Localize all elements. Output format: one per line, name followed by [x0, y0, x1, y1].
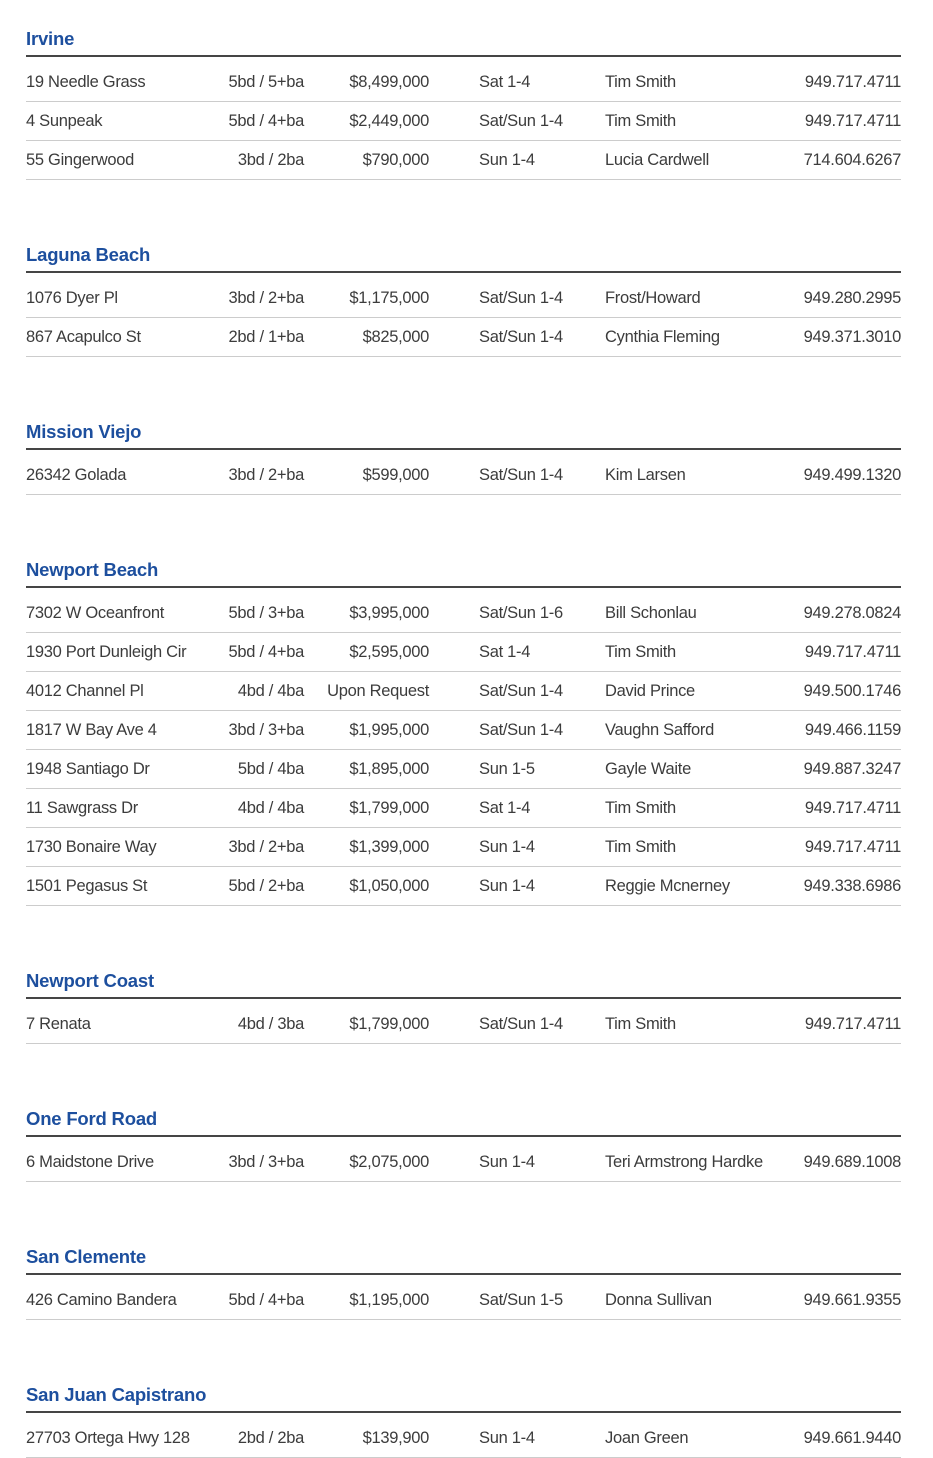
- listing-address: 26342 Golada: [26, 465, 127, 484]
- listing-address: 11 Sawgrass Dr: [26, 798, 138, 817]
- city-section-rows: [26, 1281, 901, 1320]
- listing-bed-bath: 3bd / 3+ba: [228, 720, 304, 739]
- city-section: [26, 559, 901, 906]
- listing-row: [26, 711, 901, 750]
- listing-phone: 949.689.1008: [803, 1152, 901, 1171]
- listing-price: $8,499,000: [349, 72, 429, 91]
- listing-agent: Reggie Mcnerney: [605, 876, 730, 895]
- city-section: [26, 970, 901, 1044]
- listing-agent: Tim Smith: [605, 837, 676, 856]
- listing-agent: Tim Smith: [605, 642, 676, 661]
- listing-phone: 949.661.9355: [803, 1290, 901, 1309]
- listing-price: Upon Request: [327, 681, 429, 700]
- listing-row: [26, 1005, 901, 1044]
- listing-address: 1076 Dyer Pl: [26, 288, 118, 307]
- listing-bed-bath: 3bd / 2+ba: [228, 837, 304, 856]
- listing-bed-bath: 5bd / 5+ba: [228, 72, 304, 91]
- listing-row: [26, 672, 901, 711]
- city-section-title: Newport Beach: [26, 559, 901, 588]
- listing-address: 7302 W Oceanfront: [26, 603, 164, 622]
- listing-bed-bath: 5bd / 4+ba: [228, 1290, 304, 1309]
- listing-phone: 949.717.4711: [804, 642, 901, 661]
- listing-price: $825,000: [362, 327, 429, 346]
- city-section-title: Newport Coast: [26, 970, 901, 999]
- city-section-rows: [26, 279, 901, 357]
- listing-open-house-time: Sun 1-4: [479, 150, 535, 169]
- listing-price: $1,175,000: [349, 288, 429, 307]
- listing-price: $2,449,000: [349, 111, 429, 130]
- listing-phone: 949.499.1320: [803, 465, 901, 484]
- listing-phone: 949.717.4711: [804, 1014, 901, 1033]
- listing-bed-bath: 5bd / 2+ba: [228, 876, 304, 895]
- listing-bed-bath: 5bd / 3+ba: [228, 603, 304, 622]
- listing-open-house-time: Sat/Sun 1-4: [479, 111, 563, 130]
- city-section: [26, 1246, 901, 1320]
- listing-open-house-time: Sat/Sun 1-4: [479, 465, 563, 484]
- listing-price: $3,995,000: [349, 603, 429, 622]
- listing-row: [26, 1281, 901, 1320]
- listing-price: $599,000: [362, 465, 429, 484]
- listing-row: [26, 633, 901, 672]
- listing-bed-bath: 4bd / 4ba: [237, 681, 304, 700]
- listing-open-house-time: Sat/Sun 1-5: [479, 1290, 563, 1309]
- listing-price: $790,000: [362, 150, 429, 169]
- listing-address: 1930 Port Dunleigh Cir: [26, 642, 187, 661]
- listing-bed-bath: 2bd / 2ba: [237, 1428, 304, 1447]
- listing-address: 6 Maidstone Drive: [26, 1152, 154, 1171]
- listing-agent: Kim Larsen: [605, 465, 686, 484]
- city-section-rows: [26, 63, 901, 180]
- listing-price: $1,399,000: [349, 837, 429, 856]
- listing-row: [26, 318, 901, 357]
- listing-phone: 949.278.0824: [803, 603, 901, 622]
- listing-agent: Frost/Howard: [605, 288, 701, 307]
- listing-address: 27703 Ortega Hwy 128: [26, 1428, 190, 1447]
- listing-phone: 949.466.1159: [804, 720, 901, 739]
- listing-agent: Tim Smith: [605, 72, 676, 91]
- listing-row: [26, 828, 901, 867]
- listing-price: $2,595,000: [349, 642, 429, 661]
- listing-phone: 949.717.4711: [804, 72, 901, 91]
- listing-price: $139,900: [362, 1428, 429, 1447]
- city-section-title: Laguna Beach: [26, 244, 901, 273]
- listing-address: 867 Acapulco St: [26, 327, 141, 346]
- listing-phone: 714.604.6267: [803, 150, 901, 169]
- listing-open-house-time: Sun 1-4: [479, 876, 535, 895]
- listing-phone: 949.717.4711: [804, 111, 901, 130]
- listing-row: [26, 594, 901, 633]
- city-section-rows: [26, 456, 901, 495]
- listing-address: 19 Needle Grass: [26, 72, 146, 91]
- listing-address: 4 Sunpeak: [26, 111, 103, 130]
- listing-price: $1,799,000: [349, 798, 429, 817]
- listing-row: [26, 867, 901, 906]
- listing-bed-bath: 2bd / 1+ba: [228, 327, 304, 346]
- listing-row: [26, 750, 901, 789]
- listing-agent: Tim Smith: [605, 1014, 676, 1033]
- listing-agent: David Prince: [605, 681, 695, 700]
- listing-phone: 949.371.3010: [803, 327, 901, 346]
- city-section: [26, 244, 901, 357]
- listing-address: 1730 Bonaire Way: [26, 837, 157, 856]
- listing-row: [26, 1419, 901, 1458]
- listing-open-house-time: Sun 1-4: [479, 1428, 535, 1447]
- listing-price: $1,050,000: [349, 876, 429, 895]
- listing-bed-bath: 4bd / 4ba: [237, 798, 304, 817]
- listing-row: [26, 141, 901, 180]
- city-section-title: San Juan Capistrano: [26, 1384, 901, 1413]
- listing-agent: Donna Sullivan: [605, 1290, 712, 1309]
- listing-open-house-time: Sun 1-4: [479, 837, 535, 856]
- listing-open-house-time: Sat/Sun 1-4: [479, 681, 563, 700]
- listing-row: [26, 63, 901, 102]
- city-section: [26, 28, 901, 180]
- city-section-title: One Ford Road: [26, 1108, 901, 1137]
- listing-agent: Teri Armstrong Hardke: [605, 1152, 763, 1171]
- city-section: [26, 421, 901, 495]
- listing-bed-bath: 4bd / 3ba: [237, 1014, 304, 1033]
- listing-phone: 949.500.1746: [803, 681, 901, 700]
- listing-open-house-time: Sat/Sun 1-4: [479, 327, 563, 346]
- listing-agent: Joan Green: [605, 1428, 689, 1447]
- listing-address: 7 Renata: [26, 1014, 91, 1033]
- listing-price: $1,895,000: [349, 759, 429, 778]
- listing-price: $2,075,000: [349, 1152, 429, 1171]
- listing-phone: 949.338.6986: [803, 876, 901, 895]
- listing-open-house-time: Sat/Sun 1-6: [479, 603, 563, 622]
- city-section-rows: [26, 1143, 901, 1182]
- listing-agent: Gayle Waite: [605, 759, 691, 778]
- city-section-title: San Clemente: [26, 1246, 901, 1275]
- listing-price: $1,995,000: [349, 720, 429, 739]
- listing-phone: 949.661.9440: [803, 1428, 901, 1447]
- listing-open-house-time: Sat 1-4: [479, 72, 531, 91]
- listing-row: [26, 279, 901, 318]
- city-section: [26, 1108, 901, 1182]
- listing-agent: Bill Schonlau: [605, 603, 697, 622]
- listing-phone: 949.717.4711: [804, 837, 901, 856]
- listing-price: $1,799,000: [349, 1014, 429, 1033]
- listing-open-house-time: Sat 1-4: [479, 798, 531, 817]
- listing-agent: Tim Smith: [605, 798, 676, 817]
- city-section-rows: [26, 1005, 901, 1044]
- city-section-rows: [26, 1419, 901, 1458]
- listing-address: 1948 Santiago Dr: [26, 759, 150, 778]
- listing-open-house-time: Sat/Sun 1-4: [479, 1014, 563, 1033]
- listing-agent: Lucia Cardwell: [605, 150, 710, 169]
- listing-bed-bath: 3bd / 3+ba: [228, 1152, 304, 1171]
- listing-price: $1,195,000: [349, 1290, 429, 1309]
- listing-bed-bath: 5bd / 4+ba: [228, 642, 304, 661]
- listing-address: 1501 Pegasus St: [26, 876, 148, 895]
- listing-address: 55 Gingerwood: [26, 150, 135, 169]
- listing-agent: Tim Smith: [605, 111, 676, 130]
- listing-open-house-time: Sun 1-5: [479, 759, 535, 778]
- listing-bed-bath: 3bd / 2+ba: [228, 465, 304, 484]
- listing-bed-bath: 5bd / 4+ba: [228, 111, 304, 130]
- listing-open-house-time: Sun 1-4: [479, 1152, 535, 1171]
- city-section-title: Mission Viejo: [26, 421, 901, 450]
- listing-open-house-time: Sat/Sun 1-4: [479, 720, 563, 739]
- listing-bed-bath: 5bd / 4ba: [237, 759, 304, 778]
- listing-row: [26, 1143, 901, 1182]
- listing-address: 426 Camino Bandera: [26, 1290, 177, 1309]
- listing-open-house-time: Sat 1-4: [479, 642, 531, 661]
- city-section-title: Irvine: [26, 28, 901, 57]
- listing-open-house-time: Sat/Sun 1-4: [479, 288, 563, 307]
- listing-phone: 949.717.4711: [804, 798, 901, 817]
- listing-phone: 949.280.2995: [803, 288, 901, 307]
- listing-address: 4012 Channel Pl: [26, 681, 144, 700]
- listing-phone: 949.887.3247: [803, 759, 901, 778]
- listing-address: 1817 W Bay Ave 4: [26, 720, 157, 739]
- listing-row: [26, 102, 901, 141]
- listing-row: [26, 789, 901, 828]
- city-section-rows: [26, 594, 901, 906]
- listing-agent: Vaughn Safford: [605, 720, 714, 739]
- city-section: [26, 1384, 901, 1458]
- listing-row: [26, 456, 901, 495]
- listing-agent: Cynthia Fleming: [605, 327, 720, 346]
- listing-bed-bath: 3bd / 2ba: [237, 150, 304, 169]
- listing-bed-bath: 3bd / 2+ba: [228, 288, 304, 307]
